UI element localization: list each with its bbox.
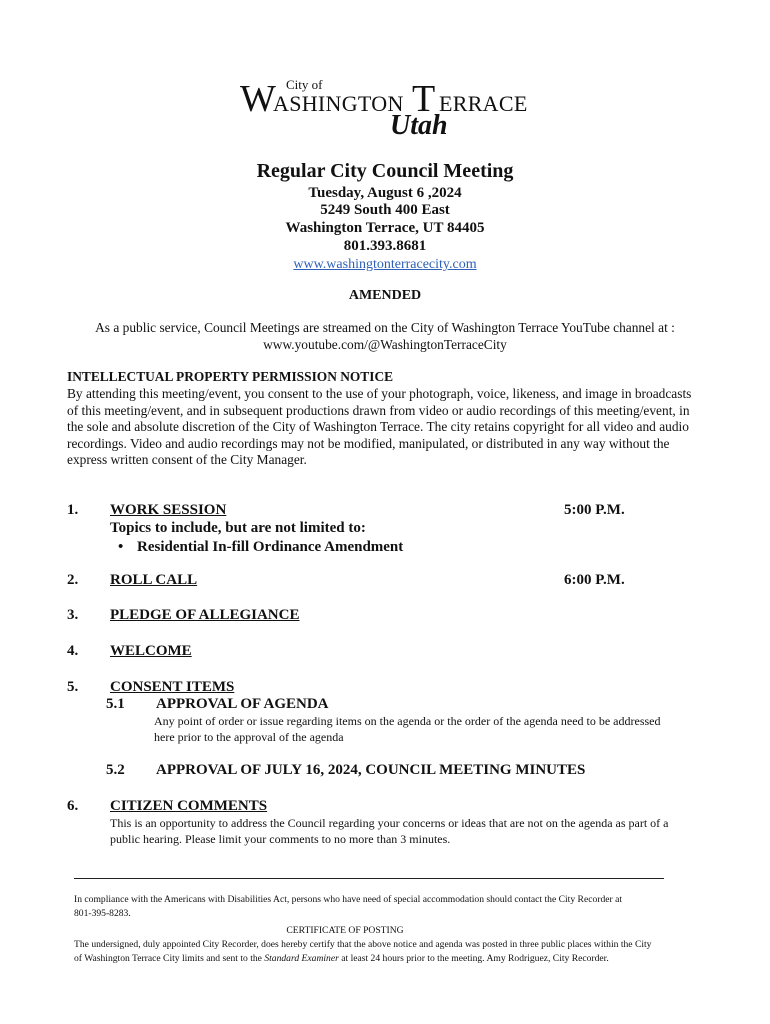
sub-item-approval-minutes: APPROVAL OF JULY 16, 2024, COUNCIL MEETING MINUTES <box>156 762 586 778</box>
work-session-topics: Topics to include, but are not limited to: <box>110 520 366 536</box>
logo-errace: ERRACE <box>439 91 528 116</box>
sub-item-desc: Any point of order or issue regarding items on the agenda or the order of the agenda need to be addressed <box>154 714 661 728</box>
logo-utah: Utah <box>390 110 448 141</box>
sub-item-number: 5.1 <box>106 696 125 712</box>
logo-city-of: City of <box>286 77 323 92</box>
stream-notice: As a public service, Council Meetings are streamed on the City of Washington Terrace YouTube channel at : <box>95 320 675 335</box>
ip-notice-line: By attending this meeting/event, you consent to the use of your photograph, voice, likeness, and image in broadcasts <box>67 386 692 401</box>
agenda-item-roll-call: ROLL CALL <box>110 572 198 588</box>
ip-notice-line: recordings. Video and audio recordings may not be modified, manipulated, or distributed in any way without the <box>67 435 670 451</box>
logo-t: T <box>412 78 436 120</box>
agenda-item-time: 6:00 P.M. <box>564 572 625 588</box>
agenda-item-number: 6. <box>67 798 79 814</box>
citizen-comments-desc: This is an opportunity to address the Council regarding your concerns or ideas that are not on the agenda as part of a <box>110 816 669 830</box>
newspaper-name: Standard Examiner <box>264 953 339 964</box>
website-link[interactable]: www.washingtonterracecity.com <box>293 257 477 272</box>
certificate-line2 <box>74 952 609 966</box>
agenda-item-welcome: WELCOME <box>110 643 192 659</box>
bullet-text: Residential In-fill Ordinance Amendment <box>137 539 404 555</box>
sub-item-desc: here prior to the approval of the agenda <box>154 730 344 744</box>
ip-notice-line: express written consent of the City Manager. <box>67 452 307 467</box>
ip-notice-body <box>67 386 727 469</box>
agenda-item-citizen-comments: CITIZEN COMMENTS <box>110 798 268 814</box>
meeting-phone: 801.393.8681 <box>343 238 427 254</box>
agenda-item-pledge: PLEDGE OF ALLEGIANCE <box>110 607 300 623</box>
meeting-title: Regular City Council Meeting <box>256 160 514 182</box>
agenda-item-time: 5:00 P.M. <box>564 502 625 518</box>
agenda-item-number: 3. <box>67 607 79 623</box>
certificate-text: at least 24 hours prior to the meeting. Amy Rodriguez, City Recorder. <box>338 953 609 964</box>
amended-label: AMENDED <box>348 288 422 303</box>
sub-item-number: 5.2 <box>106 762 125 778</box>
agenda-item-number: 2. <box>67 572 79 588</box>
ip-notice-heading: INTELLECTUAL PROPERTY PERMISSION NOTICE <box>67 369 394 384</box>
sub-item-approval-agenda: APPROVAL OF AGENDA <box>156 696 329 712</box>
agenda-item-number: 4. <box>67 643 79 659</box>
agenda-item-number: 5. <box>67 679 79 695</box>
meeting-date: Tuesday, August 6 ,2024 <box>308 185 462 201</box>
certificate-line1: The undersigned, duly appointed City Recorder, does hereby certify that the above notice and agenda was posted in three public places within the City <box>74 939 652 950</box>
ada-notice: In compliance with the Americans with Disabilities Act, persons who have need of special accommodation should contact the City Recorder at <box>74 894 623 905</box>
agenda-item-work-session: WORK SESSION <box>110 502 227 518</box>
youtube-url: www.youtube.com/@WashingtonTerraceCity <box>263 337 507 352</box>
ada-phone: 801-395-8283. <box>74 908 131 919</box>
agenda-item-consent: CONSENT ITEMS <box>110 679 235 695</box>
footer-divider <box>74 878 664 879</box>
certificate-text: of Washington Terrace City limits and sent to the <box>74 953 265 964</box>
meeting-address-line2: Washington Terrace, UT 84405 <box>285 220 485 236</box>
ip-notice-line: the sole and absolute discretion of the City of Washington Terrace. The city retains copyright for all video and audio <box>67 419 689 434</box>
logo-w: W <box>240 78 276 120</box>
work-session-bullet <box>118 539 403 556</box>
certificate-title: CERTIFICATE OF POSTING <box>286 925 404 936</box>
bullet-icon: • <box>118 539 124 555</box>
ip-notice-line: of this meeting/event, and in subsequent productions drawn from video or audio recordings of this meeting/event, in <box>67 402 690 418</box>
citizen-comments-desc: public hearing. Please limit your comments to no more than 3 minutes. <box>110 832 451 846</box>
agenda-item-number: 1. <box>67 502 79 518</box>
meeting-address-line1: 5249 South 400 East <box>320 202 450 218</box>
logo-ashington: ASHINGTON <box>273 91 404 116</box>
city-logo <box>240 76 530 141</box>
